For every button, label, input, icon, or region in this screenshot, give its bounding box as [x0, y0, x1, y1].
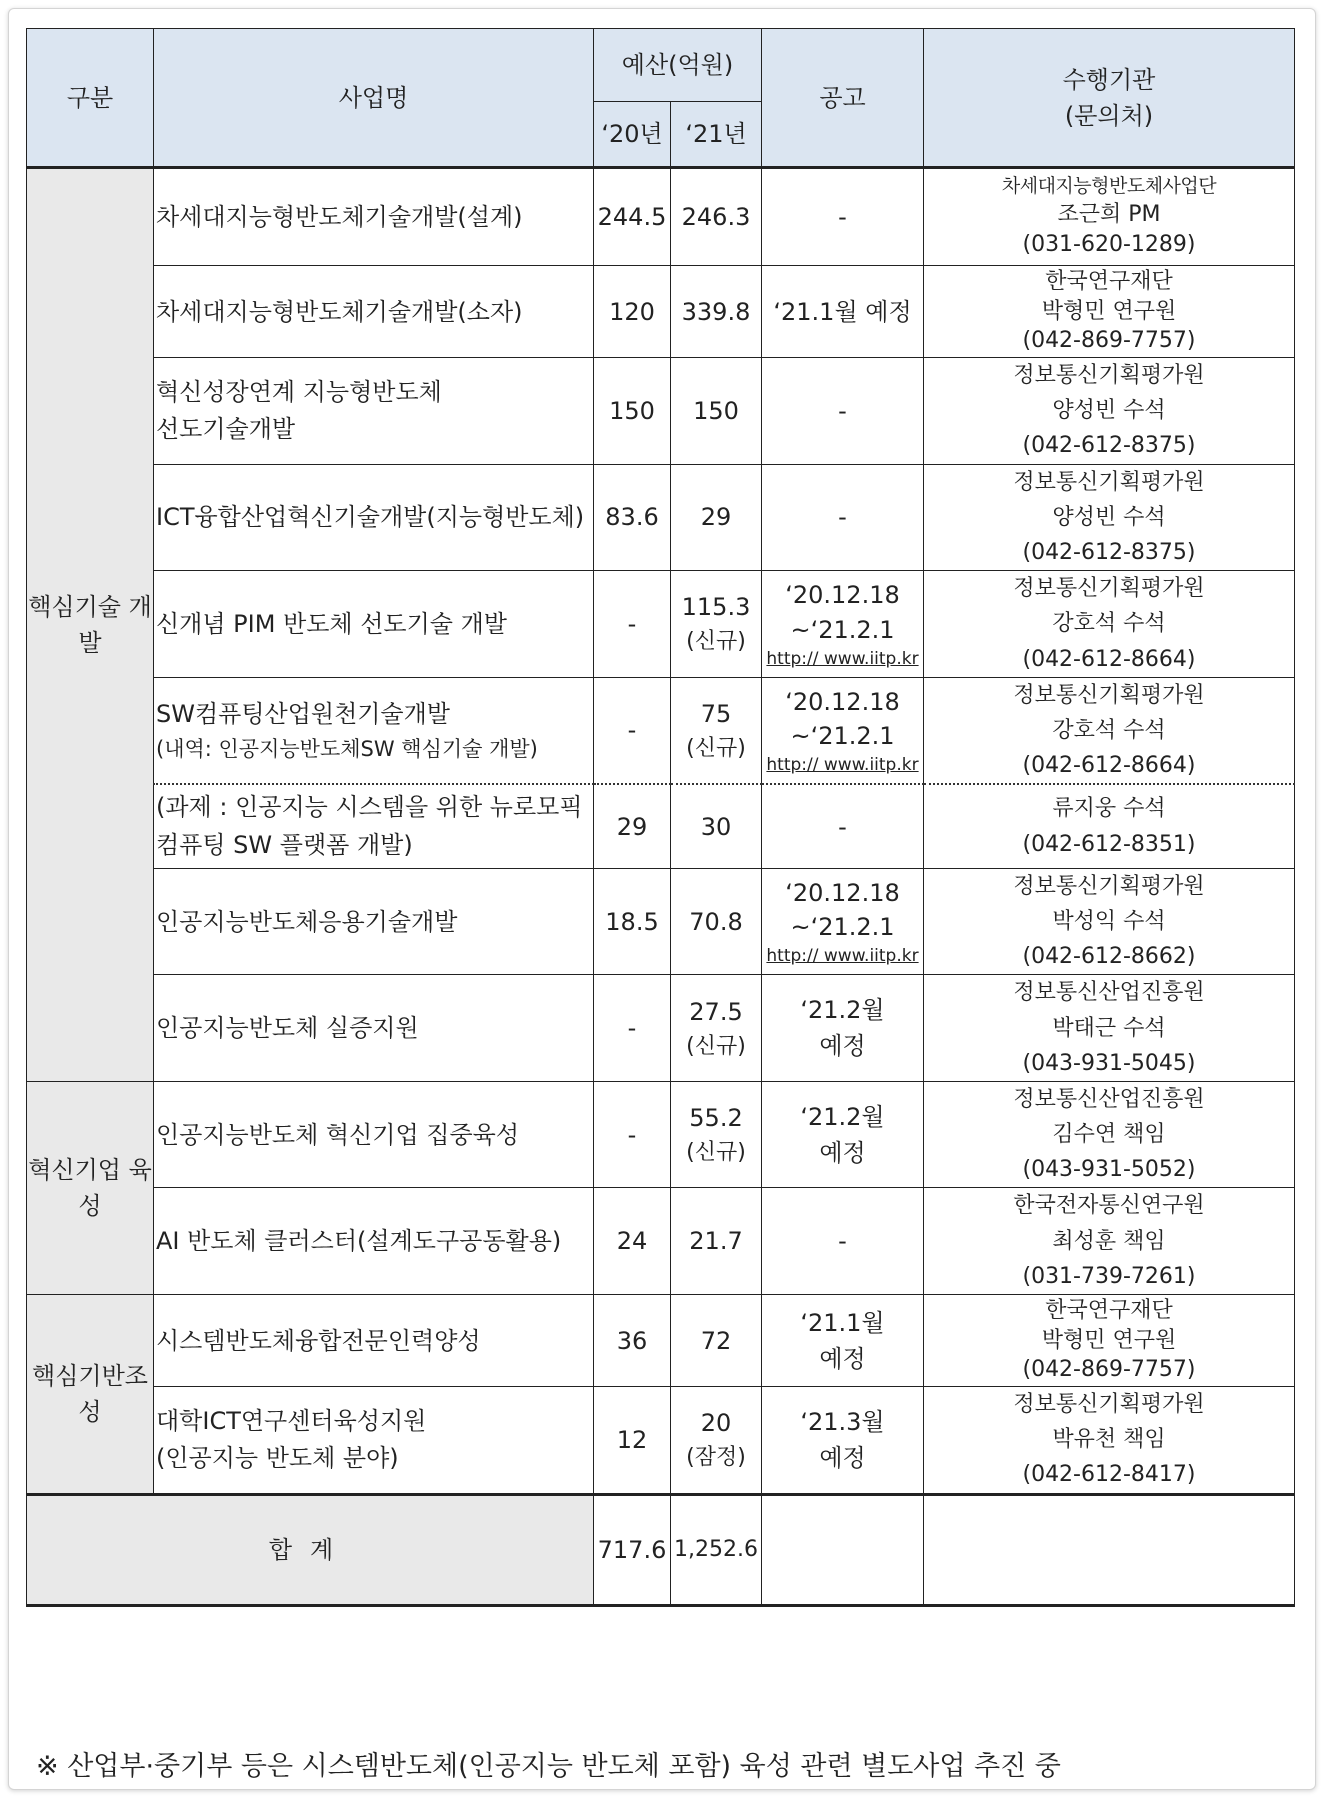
org-line: 한국전자통신연구원 — [1013, 1193, 1205, 1219]
project-name-line: AI 반도체 클러스터(설계도구공동활용) — [156, 1227, 562, 1256]
table-row — [27, 784, 1295, 868]
project-name-line: 인공지능반도체응용기술개발 — [156, 907, 458, 936]
org-line: (031-739-7261) — [1022, 1263, 1196, 1289]
org-line: 정보통신산업진흥원 — [1013, 980, 1205, 1006]
notice-cell — [762, 1387, 924, 1495]
budget-2020-cell: 150 — [594, 358, 671, 465]
budget-2021-note: (신규) — [686, 1140, 746, 1166]
total-label: 합계 — [27, 1494, 594, 1605]
org-line: 강호석 수석 — [1052, 611, 1166, 637]
org-line: (042-612-8664) — [1022, 646, 1196, 672]
budget-2021-cell — [671, 784, 762, 868]
org-line: 강호석 수석 — [1052, 717, 1166, 743]
project-name-cell — [154, 1188, 594, 1295]
org-cell — [924, 677, 1295, 784]
org-line: 정보통신기획평가원 — [1013, 1392, 1205, 1417]
budget-2021-value: 20 — [700, 1409, 732, 1438]
table-row — [27, 868, 1295, 975]
notice-url-link[interactable]: http:// www.iitp.kr — [766, 755, 919, 776]
budget-2021-value: 246.3 — [681, 203, 751, 231]
notice-url-link[interactable]: http:// www.iitp.kr — [766, 946, 919, 967]
header-notice: 공고 — [762, 29, 924, 168]
org-line: 정보통신기획평가원 — [1013, 363, 1205, 388]
budget-2020-cell: - — [594, 571, 671, 678]
table-row — [27, 1387, 1295, 1495]
budget-2021-value: 70.8 — [689, 907, 743, 936]
budget-2021-note: (신규) — [686, 629, 746, 655]
project-name-cell — [154, 1387, 594, 1495]
org-line: 정보통신기획평가원 — [1013, 682, 1205, 708]
budget-2021-cell — [671, 464, 762, 571]
notice-cell — [762, 168, 924, 266]
budget-2020-cell: 36 — [594, 1295, 671, 1387]
org-line: 한국연구재단 — [1045, 268, 1173, 294]
budget-2021-cell — [671, 868, 762, 975]
budget-2021-cell — [671, 677, 762, 784]
header-year-2020: ‘20년 — [594, 102, 671, 168]
budget-2021-value: 55.2 — [689, 1104, 743, 1133]
org-line: 정보통신기획평가원 — [1013, 576, 1205, 602]
org-cell — [924, 1081, 1295, 1188]
project-name-line: 선도기술개발 — [156, 414, 296, 443]
org-line: 류지웅 수석 — [1052, 796, 1166, 822]
org-line: 김수연 책임 — [1052, 1122, 1166, 1148]
notice-line: ~‘21.2.1 — [790, 615, 895, 644]
project-name-line: SW컴퓨팅산업원천기술개발 — [156, 699, 450, 728]
total-org-empty — [924, 1494, 1295, 1605]
budget-2021-value: 339.8 — [681, 297, 751, 326]
notice-line: 예정 — [819, 1344, 866, 1373]
notice-line: - — [838, 1227, 847, 1256]
org-cell — [924, 1295, 1295, 1387]
budget-2021-value: 72 — [700, 1326, 732, 1355]
notice-line: - — [838, 503, 847, 532]
budget-2021-note: (신규) — [686, 1033, 746, 1059]
project-name-line: (과제 : 인공지능 시스템을 위한 뉴로모픽 — [156, 793, 583, 822]
budget-2021-cell — [671, 168, 762, 266]
budget-2020-cell: 120 — [594, 266, 671, 358]
budget-2021-cell — [671, 571, 762, 678]
table-row — [27, 266, 1295, 358]
org-cell — [924, 868, 1295, 975]
header-org — [924, 29, 1295, 168]
project-name-line: 컴퓨팅 SW 플랫폼 개발) — [156, 830, 413, 859]
org-line: (042-869-7757) — [1022, 328, 1196, 354]
category-cell: 핵심기반조성 — [27, 1295, 154, 1495]
org-cell — [924, 1188, 1295, 1295]
project-name-line: (인공지능 반도체 분야) — [156, 1443, 399, 1472]
project-name-line: ICT융합산업혁신기술개발(지능형반도체) — [156, 503, 585, 532]
org-line: 양성빈 수석 — [1052, 504, 1166, 530]
org-cell — [924, 358, 1295, 465]
notice-cell — [762, 1188, 924, 1295]
project-name-line: (내역: 인공지능반도체SW 핵심기술 개발) — [156, 736, 538, 761]
notice-line: - — [838, 396, 847, 425]
org-line: 최성훈 책임 — [1052, 1228, 1166, 1254]
org-line: (042-869-7757) — [1022, 1357, 1196, 1383]
org-line: 박형민 연구원 — [1041, 298, 1177, 324]
org-line: (042-612-8375) — [1022, 539, 1196, 565]
org-line: 박유천 책임 — [1052, 1427, 1166, 1453]
org-line: 차세대지능형반도체사업단 — [1001, 175, 1217, 198]
notice-line: ~‘21.2.1 — [790, 913, 895, 942]
table-row — [27, 677, 1295, 784]
budget-2021-cell — [671, 1081, 762, 1188]
notice-line: 예정 — [819, 1032, 866, 1061]
budget-2021-cell — [671, 358, 762, 465]
notice-cell — [762, 266, 924, 358]
category-cell: 핵심기술 개발 — [27, 168, 154, 1082]
header-category: 구분 — [27, 29, 154, 168]
table-row — [27, 1295, 1295, 1387]
org-line: (042-612-8351) — [1022, 831, 1196, 857]
budget-2020-cell: - — [594, 975, 671, 1082]
table-row — [27, 464, 1295, 571]
budget-2021-cell — [671, 1188, 762, 1295]
org-line: 정보통신산업진흥원 — [1013, 1086, 1205, 1112]
org-line: (042-612-8417) — [1022, 1462, 1196, 1488]
org-cell — [924, 168, 1295, 266]
notice-line: ‘21.2월 — [800, 996, 885, 1025]
org-line: (042-612-8375) — [1022, 433, 1196, 459]
project-name-cell — [154, 358, 594, 465]
notice-line: ‘20.12.18 — [785, 687, 900, 716]
table-row — [27, 168, 1295, 266]
project-name-line: 인공지능반도체 실증지원 — [156, 1014, 419, 1043]
notice-cell — [762, 571, 924, 678]
notice-line: ‘21.3월 — [800, 1407, 885, 1436]
budget-2020-cell: - — [594, 1081, 671, 1188]
project-name-cell — [154, 266, 594, 358]
budget-2021-cell — [671, 1295, 762, 1387]
budget-2021-value: 75 — [700, 699, 732, 728]
budget-2021-note: (잠정) — [686, 1445, 746, 1471]
org-line: (043-931-5045) — [1022, 1050, 1196, 1076]
notice-line: - — [838, 812, 847, 841]
total-2020: 717.6 — [594, 1494, 671, 1605]
org-cell — [924, 571, 1295, 678]
notice-cell — [762, 358, 924, 465]
budget-2021-value: 30 — [700, 812, 732, 841]
project-name-line: 신개념 PIM 반도체 선도기술 개발 — [156, 609, 507, 638]
org-cell — [924, 784, 1295, 868]
notice-cell — [762, 975, 924, 1082]
project-name-cell — [154, 1295, 594, 1387]
budget-2020-cell: - — [594, 677, 671, 784]
table-body — [27, 168, 1295, 1606]
org-line: 조근희 PM — [1057, 202, 1161, 228]
project-name-cell — [154, 784, 594, 868]
budget-2021-value: 29 — [700, 503, 732, 532]
notice-cell — [762, 784, 924, 868]
budget-2020-cell: 244.5 — [594, 168, 671, 266]
project-name-cell — [154, 168, 594, 266]
footnote: ※ 산업부·중기부 등은 시스템반도체(인공지능 반도체 포함) 육성 관련 별도사업 추진 중 — [36, 1751, 1061, 1782]
project-name-line: 차세대지능형반도체기술개발(설계) — [156, 203, 523, 231]
org-line: 박태근 수석 — [1052, 1015, 1166, 1041]
notice-line: - — [838, 203, 847, 231]
project-name-line: 차세대지능형반도체기술개발(소자) — [156, 297, 523, 326]
budget-2020-cell: 83.6 — [594, 464, 671, 571]
notice-line: 예정 — [819, 1443, 866, 1472]
header-org-label: 수행기관 — [1062, 65, 1156, 94]
org-line: (042-612-8662) — [1022, 944, 1196, 970]
org-line: 정보통신기획평가원 — [1013, 469, 1205, 495]
project-name-cell — [154, 868, 594, 975]
org-cell — [924, 266, 1295, 358]
project-name-line: 시스템반도체융합전문인력양성 — [156, 1326, 481, 1355]
project-name-cell — [154, 677, 594, 784]
notice-cell — [762, 868, 924, 975]
header-year-2021: ‘21년 — [671, 102, 762, 168]
header-project: 사업명 — [154, 29, 594, 168]
org-line: 박형민 연구원 — [1041, 1327, 1177, 1353]
budget-2020-cell: 29 — [594, 784, 671, 868]
project-name-cell — [154, 975, 594, 1082]
budget-2021-value: 115.3 — [681, 593, 751, 622]
budget-2021-cell — [671, 266, 762, 358]
org-line: 정보통신기획평가원 — [1013, 873, 1205, 899]
notice-cell — [762, 464, 924, 571]
org-line: 박성익 수석 — [1052, 908, 1166, 934]
table-row — [27, 975, 1295, 1082]
project-name-line: 대학ICT연구센터육성지원 — [156, 1406, 427, 1435]
table-row — [27, 358, 1295, 465]
budget-2021-cell — [671, 1387, 762, 1495]
project-name-cell — [154, 571, 594, 678]
org-cell — [924, 464, 1295, 571]
project-name-line: 인공지능반도체 혁신기업 집중육성 — [156, 1120, 520, 1149]
budget-2020-cell: 24 — [594, 1188, 671, 1295]
table-row — [27, 1081, 1295, 1188]
budget-2021-cell — [671, 975, 762, 1082]
budget-2020-cell: 12 — [594, 1387, 671, 1495]
budget-2020-cell: 18.5 — [594, 868, 671, 975]
notice-line: ‘21.2월 — [800, 1102, 885, 1131]
notice-cell — [762, 1081, 924, 1188]
notice-url-link[interactable]: http:// www.iitp.kr — [766, 648, 919, 669]
notice-line: ‘21.1월 예정 — [773, 297, 912, 326]
org-line: 양성빈 수석 — [1052, 398, 1166, 424]
notice-line: ‘20.12.18 — [785, 878, 900, 907]
header-contact-label: (문의처) — [1064, 101, 1154, 130]
org-line: (042-612-8664) — [1022, 753, 1196, 779]
notice-cell — [762, 1295, 924, 1387]
notice-cell — [762, 677, 924, 784]
table-row — [27, 1188, 1295, 1295]
total-2021: 1,252.6 — [671, 1494, 762, 1605]
total-row — [27, 1494, 1295, 1605]
budget-2021-value: 150 — [693, 396, 739, 425]
budget-table — [26, 28, 1295, 1607]
project-name-cell — [154, 1081, 594, 1188]
budget-2021-note: (신규) — [686, 735, 746, 761]
project-name-cell — [154, 464, 594, 571]
org-line: 한국연구재단 — [1045, 1297, 1173, 1323]
notice-line: ‘20.12.18 — [785, 581, 900, 610]
org-line: (031-620-1289) — [1022, 231, 1196, 257]
org-line: (043-931-5052) — [1022, 1157, 1196, 1183]
notice-line: ‘21.1월 — [800, 1308, 885, 1337]
total-notice-empty — [762, 1494, 924, 1605]
header-budget: 예산(억원) — [594, 29, 762, 102]
project-name-line: 혁신성장연계 지능형반도체 — [156, 377, 442, 406]
org-cell — [924, 975, 1295, 1082]
budget-2021-value: 21.7 — [689, 1227, 743, 1256]
org-cell — [924, 1387, 1295, 1495]
table-row — [27, 571, 1295, 678]
category-cell: 혁신기업 육성 — [27, 1081, 154, 1294]
notice-line: 예정 — [819, 1138, 866, 1167]
notice-line: ~‘21.2.1 — [790, 722, 895, 751]
budget-2021-value: 27.5 — [689, 997, 743, 1026]
